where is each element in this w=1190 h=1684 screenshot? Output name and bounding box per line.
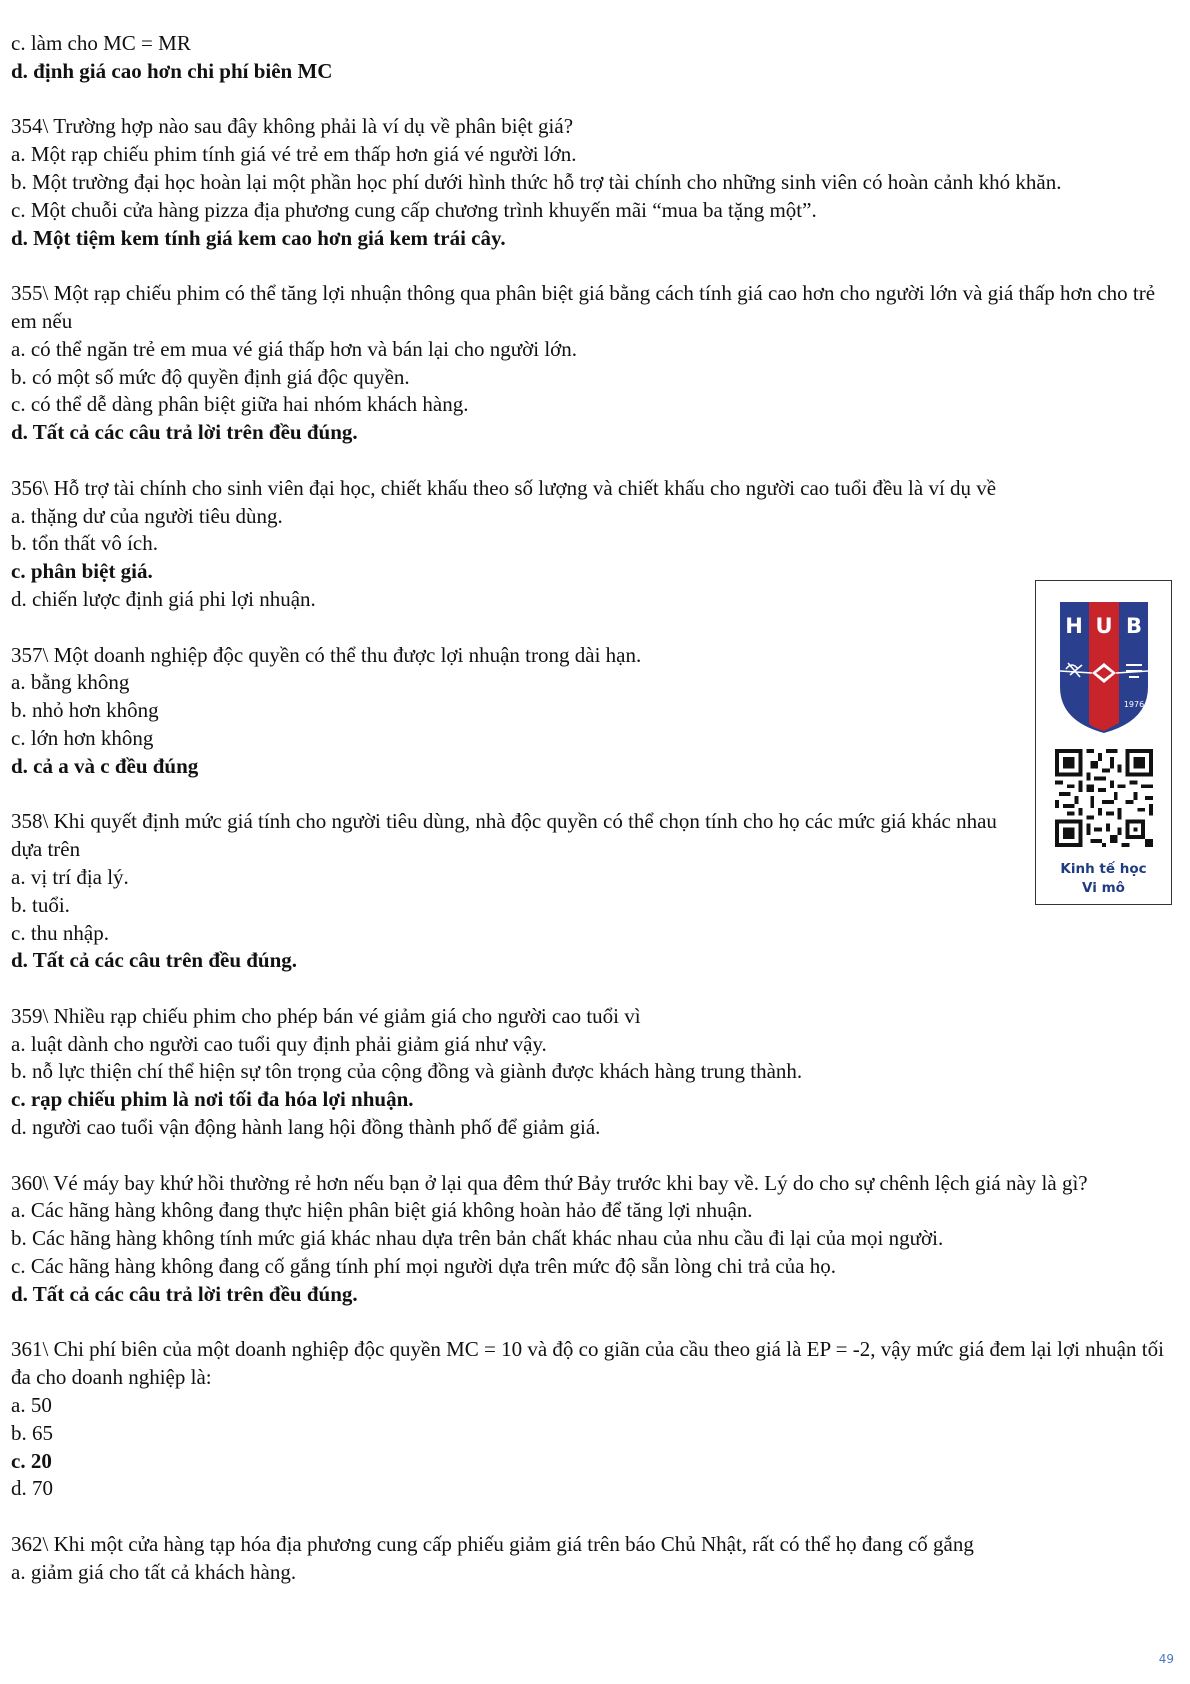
option-d: d. Tất cả các câu trên đều đúng. xyxy=(11,948,298,973)
shield-letter-h: H xyxy=(1065,614,1083,638)
option-d: d. 70 xyxy=(11,1476,53,1501)
shield-letter-u: U xyxy=(1095,614,1113,638)
option-a: a. thặng dư của người tiêu dùng. xyxy=(11,503,283,528)
option-a: a. luật dành cho người cao tuổi quy định phải giảm giá như vậy. xyxy=(11,1031,547,1056)
shield-year: 1976 xyxy=(1123,700,1145,709)
option-a: a. Một rạp chiếu phim tính giá vé trẻ em thấp hơn giá vé người lớn. xyxy=(11,142,577,167)
option-b: b. Một trường đại học hoàn lại một phần học phí dưới hình thức hỗ trợ tài chính cho những sinh viên có hoàn cảnh khó khăn. xyxy=(11,169,1062,194)
option-d: d. Tất cả các câu trả lời trên đều đúng. xyxy=(11,1281,358,1306)
option-d: d. chiến lược định giá phi lợi nhuận. xyxy=(11,586,316,611)
option-b: b. có một số mức độ quyền định giá độc quyền. xyxy=(11,364,410,389)
option-c: c. có thể dễ dàng phân biệt giữa hai nhóm khách hàng. xyxy=(11,392,469,417)
option-a: a. 50 xyxy=(11,1393,52,1418)
option-d: d. người cao tuổi vận động hành lang hội đồng thành phố để giảm giá. xyxy=(11,1115,601,1140)
logo-caption-line1: Kinh tế học xyxy=(1060,861,1147,877)
option-c: c. lớn hơn không xyxy=(11,725,154,750)
option-d: d. Tất cả các câu trả lời trên đều đúng. xyxy=(11,420,358,445)
prev-option-c: c. làm cho MC = MR xyxy=(11,31,191,55)
hub-logo-box xyxy=(1035,580,1172,905)
option-b: b. 65 xyxy=(11,1420,53,1445)
option-b: b. tuổi. xyxy=(11,892,70,917)
option-b: b. nhỏ hơn không xyxy=(11,698,159,723)
option-b: b. Các hãng hàng không tính mức giá khác nhau dựa trên bản chất khác nhau của nhu cầu đi lại của mọi người. xyxy=(11,1226,944,1251)
hub-shield-logo xyxy=(1056,595,1152,735)
question-356 xyxy=(11,475,1181,614)
question-358 xyxy=(11,808,1181,975)
option-a: a. Các hãng hàng không đang thực hiện phân biệt giá không hoàn hảo để tăng lợi nhuận. xyxy=(11,1198,753,1223)
option-c: c. Một chuỗi cửa hàng pizza địa phương cung cấp chương trình khuyến mãi “mua ba tặng một”. xyxy=(11,197,817,222)
question-stem: 361\ Chi phí biên của một doanh nghiệp độc quyền MC = 10 và độ co giãn của cầu theo giá là EP = -2, vậy mức giá đem lại lợi nhuận tối đa cho doanh nghiệp là: xyxy=(11,1337,1164,1390)
option-a: a. vị trí địa lý. xyxy=(11,864,129,889)
question-359 xyxy=(11,1003,1181,1142)
option-d: d. Một tiệm kem tính giá kem cao hơn giá kem trái cây. xyxy=(11,225,506,250)
option-c: c. thu nhập. xyxy=(11,920,109,945)
question-stem: 355\ Một rạp chiếu phim có thể tăng lợi nhuận thông qua phân biệt giá bằng cách tính giá cao hơn cho người lớn và giá thấp hơn cho trẻ em nếu xyxy=(11,281,1156,333)
option-c: c. phân biệt giá. xyxy=(11,559,153,584)
question-362 xyxy=(11,1531,1181,1587)
question-360 xyxy=(11,1170,1181,1309)
option-a: a. giảm giá cho tất cả khách hàng. xyxy=(11,1559,297,1584)
question-357 xyxy=(11,642,1181,781)
shield-letter-b: B xyxy=(1125,614,1143,638)
option-b: b. tổn thất vô ích. xyxy=(11,531,158,556)
question-stem: 362\ Khi một cửa hàng tạp hóa địa phương cung cấp phiếu giảm giá trên báo Chủ Nhật, rất có thể họ đang cố gắng xyxy=(11,1532,974,1557)
page-number: 49 xyxy=(1158,1652,1174,1666)
prev-option-d: d. định giá cao hơn chi phí biên MC xyxy=(11,58,333,83)
qr-code-icon[interactable] xyxy=(1055,749,1153,847)
option-d: d. cả a và c đều đúng xyxy=(11,753,199,778)
question-stem: 358\ Khi quyết định mức giá tính cho người tiêu dùng, nhà độc quyền có thể chọn tính cho họ các mức giá khác nhau dựa trên xyxy=(11,809,997,862)
question-stem: 357\ Một doanh nghiệp độc quyền có thể thu được lợi nhuận trong dài hạn. xyxy=(11,642,642,667)
logo-caption-line2: Vi mô xyxy=(1082,880,1125,896)
question-stem: 359\ Nhiều rạp chiếu phim cho phép bán vé giảm giá cho người cao tuổi vì xyxy=(11,1003,641,1028)
option-b: b. nỗ lực thiện chí thể hiện sự tôn trọng của cộng đồng và giành được khách hàng trung thành. xyxy=(11,1059,803,1084)
question-355 xyxy=(11,280,1181,447)
option-a: a. bằng không xyxy=(11,670,130,695)
option-a: a. có thể ngăn trẻ em mua vé giá thấp hơn và bán lại cho người lớn. xyxy=(11,336,578,361)
page-content xyxy=(11,30,1181,1587)
option-c: c. 20 xyxy=(11,1448,52,1473)
option-c: c. rạp chiếu phim là nơi tối đa hóa lợi nhuận. xyxy=(11,1087,414,1112)
option-c: c. Các hãng hàng không đang cố gắng tính phí mọi người dựa trên mức độ sẵn lòng chi trả của họ. xyxy=(11,1254,836,1279)
question-stem: 354\ Trường hợp nào sau đây không phải là ví dụ về phân biệt giá? xyxy=(11,114,574,139)
question-354 xyxy=(11,113,1181,252)
question-361 xyxy=(11,1336,1181,1503)
question-stem: 356\ Hỗ trợ tài chính cho sinh viên đại học, chiết khấu theo số lượng và chiết khấu cho người cao tuổi đều là ví dụ về xyxy=(11,475,997,500)
question-stem: 360\ Vé máy bay khứ hồi thường rẻ hơn nếu bạn ở lại qua đêm thứ Bảy trước khi bay về. Lý do cho sự chênh lệch giá này là gì? xyxy=(11,1170,1088,1195)
